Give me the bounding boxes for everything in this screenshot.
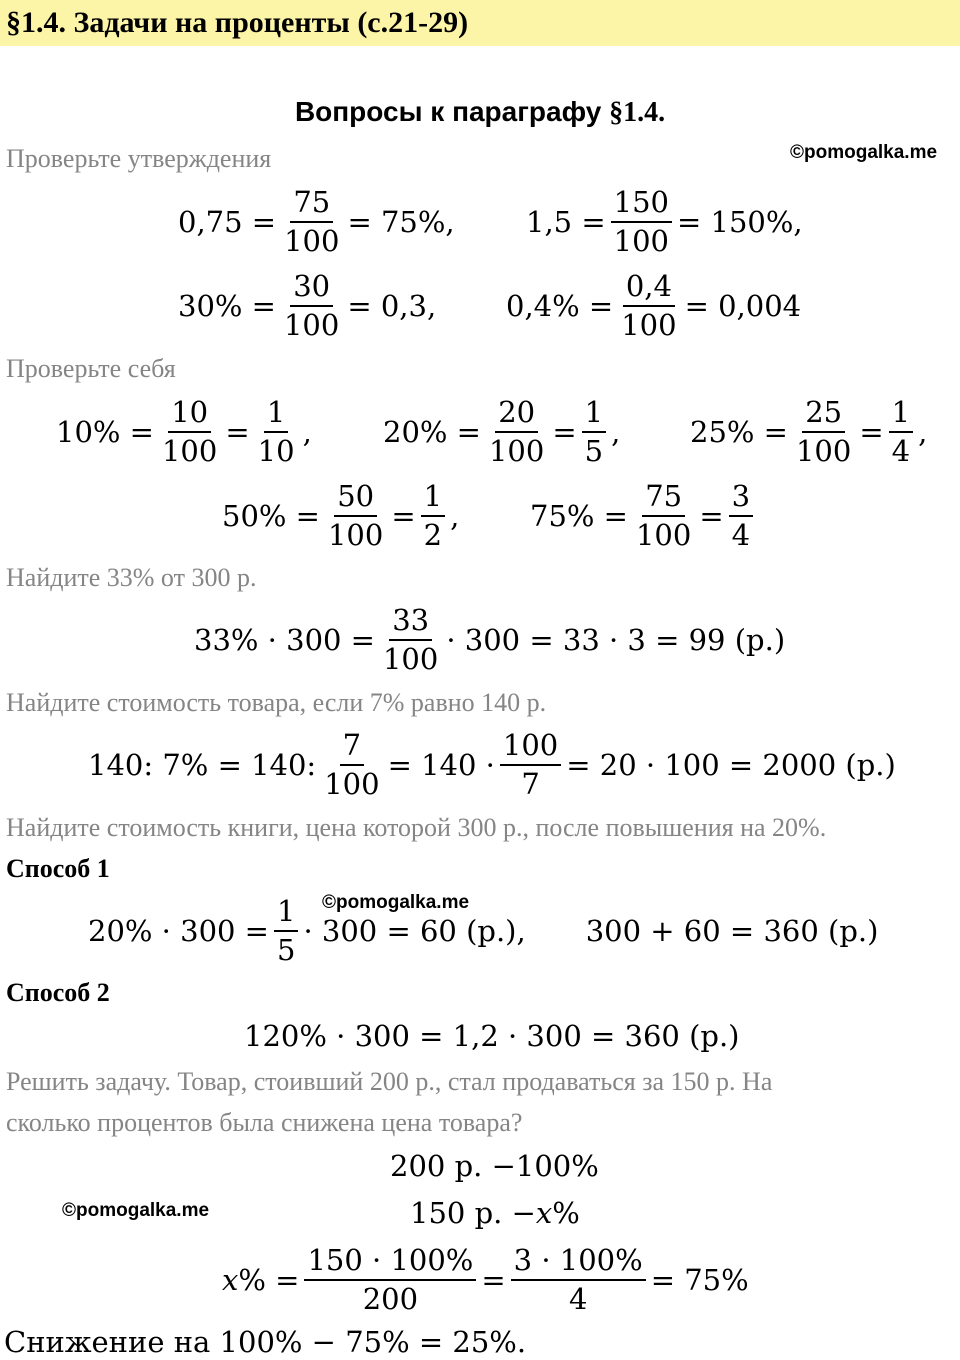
- proportion-line-2: 150 р. −x%: [410, 1196, 580, 1230]
- page-title: §1.4. Задачи на проценты (с.21-29): [6, 6, 469, 39]
- watermark: ©pomogalka.me: [790, 142, 938, 163]
- proportion-line-1: 200 р. −100%: [390, 1149, 599, 1183]
- section-heading: [0, 96, 960, 129]
- question-discount-line-1: Решить задачу. Товар, стоивший 200 р., стал продаваться за 150 р. На: [6, 1067, 773, 1096]
- section-heading-text: Вопросы к параграфу: [294, 96, 602, 127]
- question-book-price-increase: Найдите стоимость книги, цена которой 300 р., после повышения на 20%.: [6, 813, 827, 842]
- method-2-label: Способ 2: [6, 978, 110, 1007]
- question-check-statements: Проверьте утверждения: [6, 144, 272, 173]
- method-1-label: Способ 1: [6, 854, 110, 883]
- equation-075: 0,75 = $\frac{75}{100}$ = 75%,: [178, 185, 455, 259]
- question-check-yourself: Проверьте себя: [6, 354, 176, 383]
- equation-25-percent: 25% = $\frac{25}{100}$ = $\frac{1}{4}$ ,: [690, 395, 928, 469]
- equation-50-percent: 50% = $\frac{50}{100}$ = $\frac{1}{2}$ ,: [222, 479, 460, 553]
- equation-20-percent: 20% = $\frac{20}{100}$ = $\frac{1}{5}$ ,: [383, 395, 621, 469]
- watermark: ©pomogalka.me: [322, 892, 470, 913]
- equation-140-div-7-percent: 140: 7% = 140: $\frac{7}{100}$ = 140 · $\frac{100}{7}$ = 20 · 100 = 2000 (р.): [88, 728, 896, 802]
- answer-decrease: Снижение на 100% − 75% = 25%.: [4, 1325, 527, 1359]
- question-discount-line-2: сколько процентов была снижена цена товара?: [6, 1108, 523, 1137]
- equation-04-percent: 0,4% = $\frac{0,4}{100}$ = 0,004: [506, 269, 802, 343]
- question-find-item-cost: Найдите стоимость товара, если 7% равно 140 р.: [6, 688, 547, 717]
- section-heading-number: §1.4.: [609, 97, 666, 128]
- equation-20-percent-of-300: 20% · 300 = $\frac{1}{5}$ · 300 = 60 (р.), 300 + 60 = 360 (р.): [88, 894, 879, 968]
- watermark: ©pomogalka.me: [62, 1200, 210, 1221]
- equation-x-percent: x % = $\frac{150 \cdot 100\%}{200}$ = $\frac{3 \cdot 100\%}{4}$ = 75%: [222, 1243, 749, 1317]
- equation-75-percent: 75% = $\frac{75}{100}$ = $\frac{3}{4}$: [530, 480, 758, 553]
- question-find-33-percent: Найдите 33% от 300 р.: [6, 563, 257, 592]
- equation-30-percent: 30% = $\frac{30}{100}$ = 0,3,: [178, 269, 437, 343]
- equation-10-percent: 10% = $\frac{10}{100}$ = $\frac{1}{10}$ ,: [56, 395, 312, 469]
- equation-15: 1,5 = $\frac{150}{100}$ = 150%,: [526, 185, 803, 259]
- equation-33-percent-of-300: 33% · 300 = $\frac{33}{100}$ · 300 = 33 · 3 = 99 (р.): [194, 603, 786, 677]
- title-bar: [0, 0, 960, 46]
- equation-120-percent-of-300: 120% · 300 = 1,2 · 300 = 360 (р.): [244, 1019, 740, 1053]
